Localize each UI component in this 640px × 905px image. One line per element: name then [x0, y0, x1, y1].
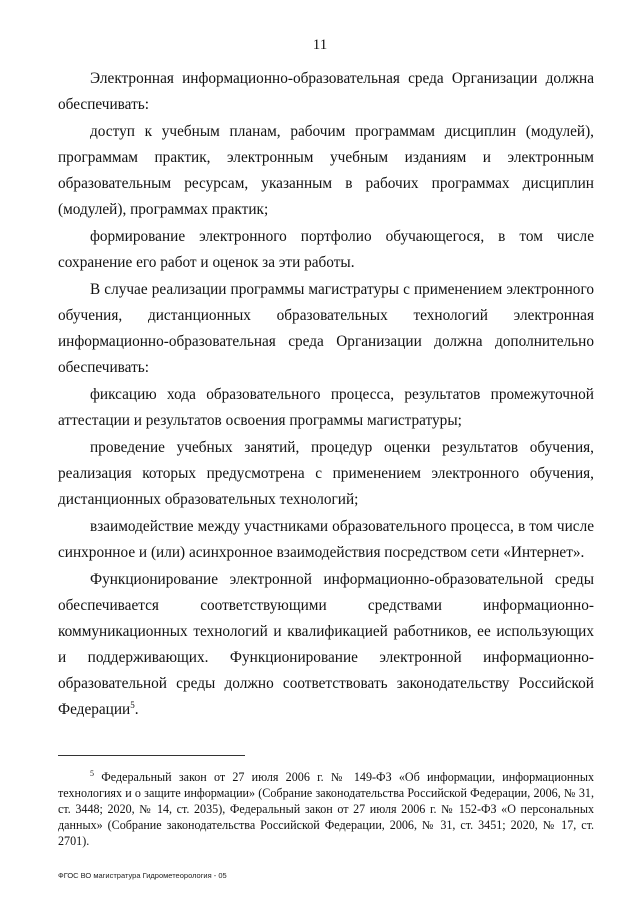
paragraph-2: доступ к учебным планам, рабочим программам дисциплин (модулей), программам практик, электронным учебным изданиям и электронным образовательным ресурсам, указанным в рабочих программах дисциплин (модулей), программах практик; [58, 123, 594, 218]
paragraph-1: Электронная информационно-образовательная среда Организации должна обеспечивать: [58, 70, 594, 113]
footnote-marker: 5 [90, 768, 94, 778]
page-number: 11 [312, 37, 328, 53]
paragraph-7: взаимодействие между участниками образовательного процесса, в том числе синхронное и (или) асинхронное взаимодействия посредством сети «Интернет». [58, 518, 594, 561]
footnote-reference[interactable]: 5 [130, 699, 135, 710]
body-text [58, 66, 594, 724]
footnote [58, 769, 594, 849]
page-footer: ФГОС ВО магистратура Гидрометеорология - 05 [58, 871, 227, 880]
footnote-text: Федеральный закон от 27 июля 2006 г. № 149-ФЗ «Об информации, информационных технологиях и о защите информации» (Собрание законодательства Российской Федерации, 2006, № 31, ст. 3448; 2020, № 14, ст. 2035), Федеральный закон от 27 июля 2006 г. № 152-ФЗ «О персональных данных» (Собрание законодательства Российской Федерации, 2006, № 31, ст. 3451; 2020, № 17, ст. 2701). [58, 770, 594, 848]
paragraph-6: проведение учебных занятий, процедур оценки результатов обучения, реализация которых предусмотрена с применением электронного обучения, дистанционных образовательных технологий; [58, 439, 594, 508]
paragraph-5: фиксацию хода образовательного процесса, результатов промежуточной аттестации и результатов освоения программы магистратуры; [58, 386, 594, 429]
paragraph-3: формирование электронного портфолио обучающегося, в том числе сохранение его работ и оценок за эти работы. [58, 228, 594, 271]
paragraph-8-text: Функционирование электронной информационно-образовательной среды обеспечивается соответствующими средствами информационно-коммуникационных технологий и квалификацией работников, ее использующих и поддерживающих. Функционирование электронной информационно-образовательной среды должно соответствовать законодательству Российской Федерации [58, 571, 594, 718]
paragraph-4: В случае реализации программы магистратуры с применением электронного обучения, дистанционных образовательных технологий электронная информационно-образовательная среда Организации должна дополнительно обеспечивать: [58, 281, 594, 376]
paragraph-8: Функционирование электронной информационно-образовательной среды обеспечивается соответствующими средствами информационно-коммуникационных технологий и квалификацией работников, ее использующих и поддерживающих. Функционирование электронной информационно-образовательной среды должно соответствовать законодательству Российской Федерации$^5$. [58, 571, 594, 718]
footnote-separator [58, 755, 245, 756]
